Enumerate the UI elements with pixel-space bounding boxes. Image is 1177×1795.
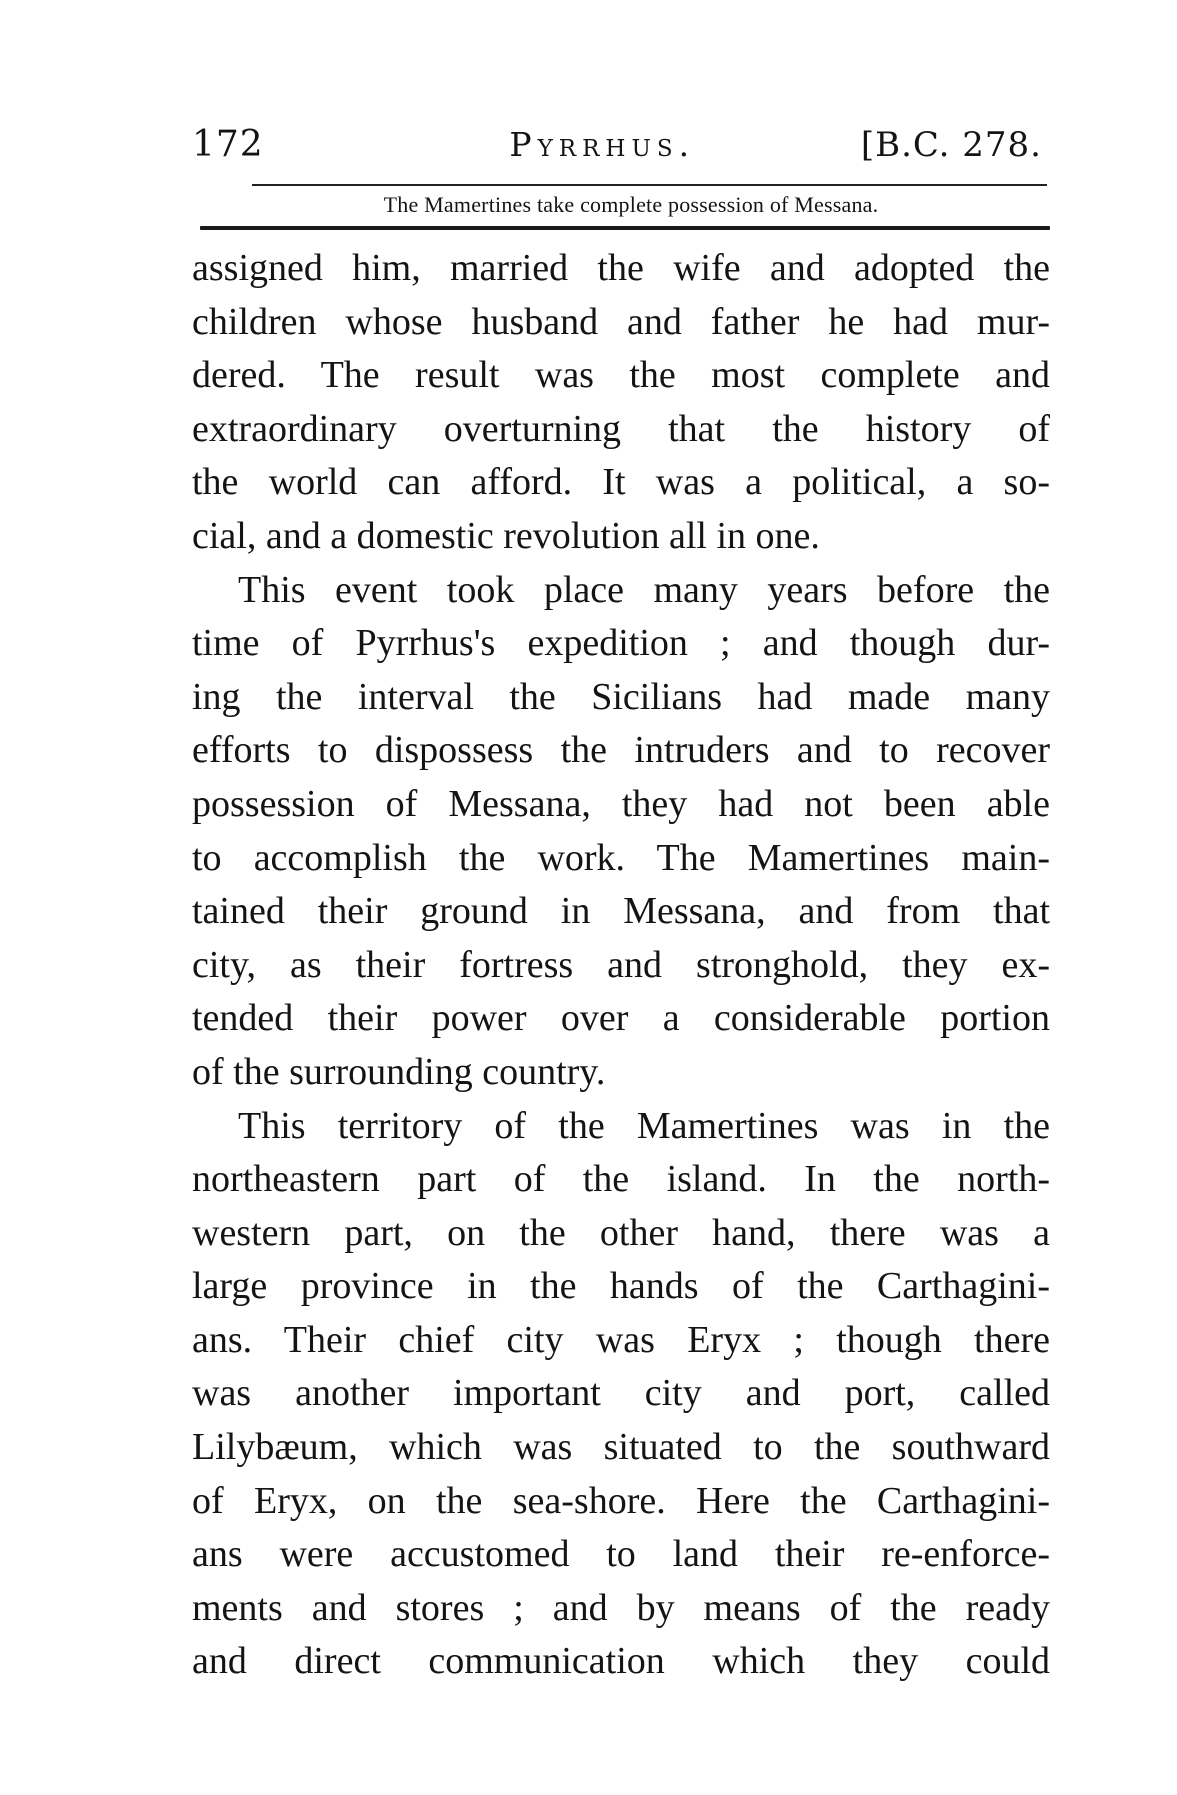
text-line: ing the interval the Sicilians had made many (192, 675, 1050, 718)
text-line: Lilybæum, which was situated to the southward (192, 1426, 1050, 1469)
date-range: [B.C. 278. (860, 125, 1042, 165)
text-line: ans were accustomed to land their re-enforce- (192, 1533, 1050, 1576)
text-line: was another important city and port, called (192, 1372, 1050, 1415)
text-line: time of Pyrrhus's expedition ; and though dur- (192, 622, 1050, 665)
text-line: western part, on the other hand, there was a (192, 1211, 1050, 1254)
text-line: large province in the hands of the Carthagini- (192, 1265, 1050, 1308)
text-line: ans. Their chief city was Eryx ; though there (192, 1318, 1050, 1361)
text-line: of the surrounding country. (192, 1050, 606, 1093)
text-line: This territory of the Mamertines was in the (238, 1104, 1050, 1147)
text-line: assigned him, married the wife and adopted the (192, 247, 1050, 289)
body-text (192, 242, 1050, 1689)
running-title-text: Pyrrhus. (509, 125, 696, 164)
section-subtitle: The Mamertines take complete possession of Messana. (383, 192, 879, 217)
text-line: northeastern part of the island. In the north- (192, 1158, 1050, 1201)
text-line: extraordinary overturning that the history of (192, 407, 1050, 450)
text-line: This event took place many years before the (238, 568, 1050, 611)
text-line: ments and stores ; and by means of the ready (192, 1586, 1050, 1629)
text-line: tained their ground in Messana, and from that (192, 890, 1050, 933)
header-rule-bottom (200, 226, 1050, 230)
text-line: children whose husband and father he had mur- (192, 300, 1050, 343)
text-line: tended their power over a considerable portion (192, 997, 1050, 1040)
text-line: and direct communication which they could (192, 1640, 1050, 1683)
text-line: the world can afford. It was a political, a so- (192, 461, 1050, 504)
text-line: to accomplish the work. The Mamertines main- (192, 836, 1050, 879)
text-line: efforts to dispossess the intruders and to recover (192, 729, 1050, 772)
text-line: of Eryx, on the sea-shore. Here the Carthagini- (192, 1479, 1050, 1522)
text-line: possession of Messana, they had not been able (192, 782, 1050, 825)
text-line: cial, and a domestic revolution all in one. (192, 514, 820, 557)
book-page (192, 124, 1050, 1689)
page-header (192, 124, 1050, 172)
text-line: dered. The result was the most complete and (192, 354, 1050, 397)
text-line: city, as their fortress and stronghold, they ex- (192, 943, 1050, 986)
running-title (509, 125, 695, 164)
page-number: 172 (192, 124, 264, 165)
